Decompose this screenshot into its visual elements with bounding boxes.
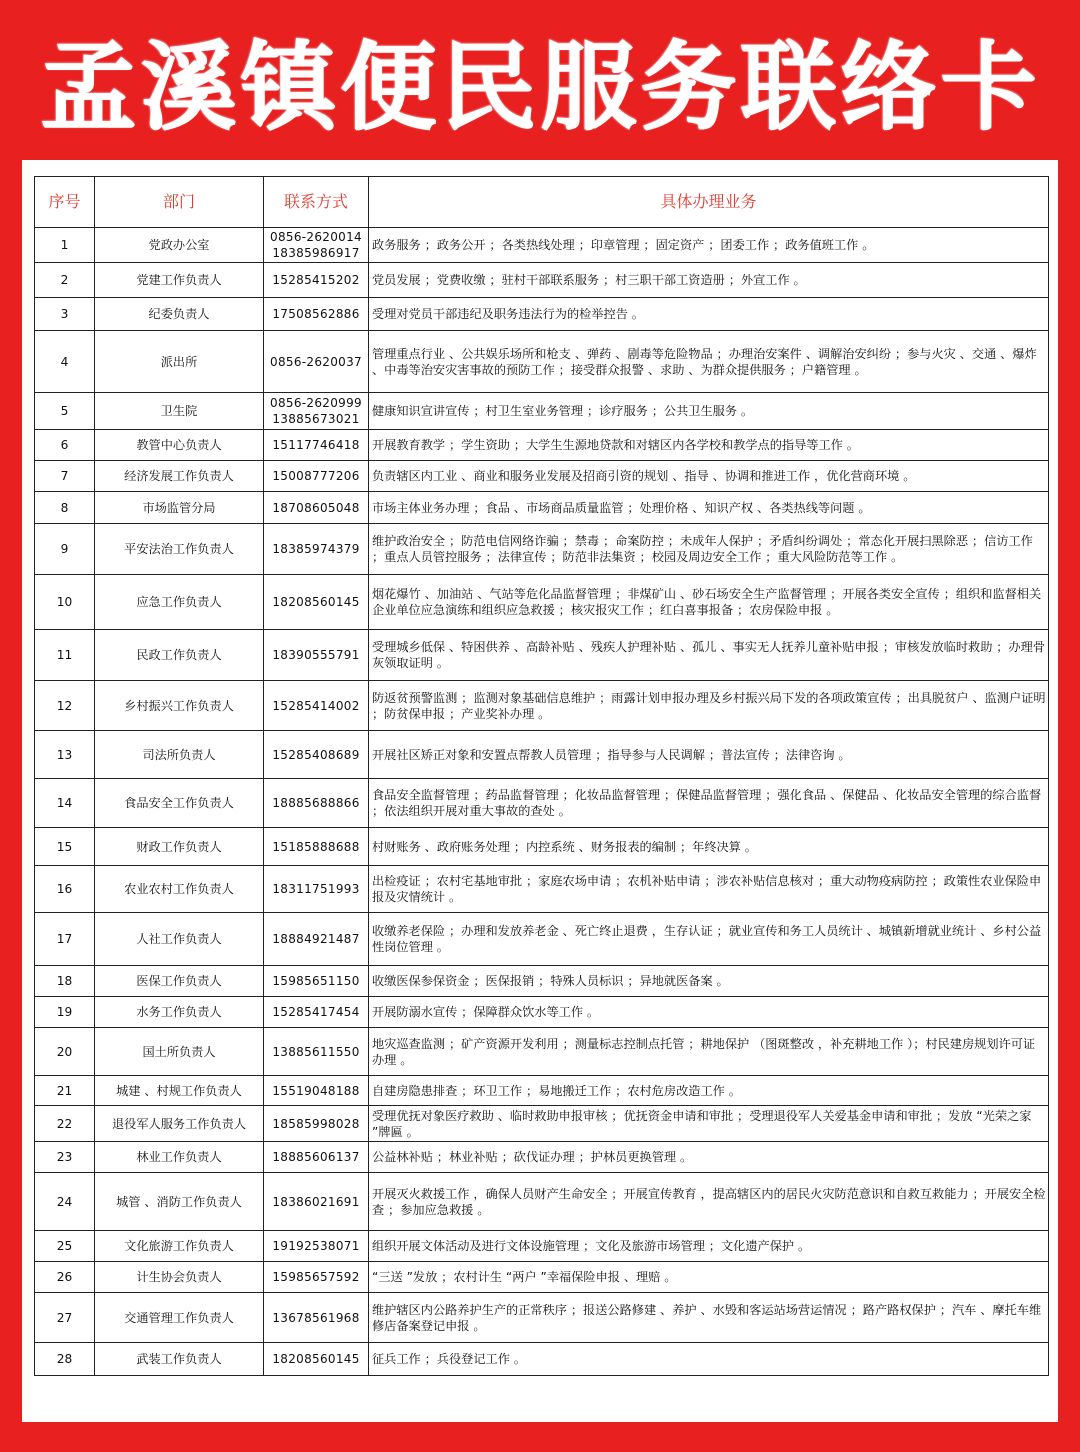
- row-number: 9: [35, 524, 95, 575]
- business-description: 政务服务 ；政务公开 ；各类热线处理 ；印章管理 ；固定资产 ；团委工作 ；政务值班工作 。: [369, 228, 1049, 263]
- department-name: 经济发展工作负责人: [95, 461, 264, 492]
- phone-number[interactable]: 18208560145: [272, 1352, 360, 1366]
- phone-number[interactable]: 19192538071: [272, 1239, 360, 1253]
- row-number: 18: [35, 966, 95, 997]
- header-contact: 联系方式: [264, 177, 369, 228]
- row-number: 21: [35, 1076, 95, 1106]
- table-row: [35, 630, 1049, 681]
- business-description: 党员发展 ；党费收缴 ；驻村干部联系服务 ；村三职干部工资造册 ；外宣工作 。: [369, 263, 1049, 298]
- row-number: 12: [35, 681, 95, 731]
- phone-number[interactable]: 17508562886: [272, 307, 360, 321]
- table-row: [35, 492, 1049, 524]
- row-number: 27: [35, 1293, 95, 1343]
- row-number: 7: [35, 461, 95, 492]
- department-name: 民政工作负责人: [95, 630, 264, 681]
- phone-number[interactable]: 18385974379: [272, 542, 360, 556]
- contact-cell: [264, 1076, 369, 1106]
- department-name: 农业农村工作负责人: [95, 866, 264, 913]
- department-name: 教管中心负责人: [95, 430, 264, 461]
- row-number: 20: [35, 1028, 95, 1076]
- business-description: 受理对党员干部违纪及职务违法行为的检举控告 。: [369, 298, 1049, 331]
- business-description: 市场主体业务办理 ；食品 、市场商品质量监管 ；处理价格 、知识产权 、各类热线等问题 。: [369, 492, 1049, 524]
- contact-cell: [264, 1293, 369, 1343]
- table-row: [35, 298, 1049, 331]
- table-row: [35, 866, 1049, 913]
- phone-number[interactable]: 15985651150: [272, 974, 360, 988]
- row-number: 10: [35, 575, 95, 630]
- contact-cell: [264, 263, 369, 298]
- row-number: 5: [35, 393, 95, 430]
- business-description: 烟花爆竹 、加油站 、气站等危化品监督管理 ；非煤矿山 、砂石场安全生产监督管理 ；开展各类安全宣传 ；组织和监督相关企业单位应急演练和组织应急救援 ；核灾报灾工作 ；红白喜事报备 ；农房保险申报 。: [369, 575, 1049, 630]
- row-number: 11: [35, 630, 95, 681]
- phone-number[interactable]: 0856-2620014: [270, 230, 362, 244]
- phone-number[interactable]: 15008777206: [272, 469, 360, 483]
- row-number: 8: [35, 492, 95, 524]
- table-row: [35, 913, 1049, 966]
- table-row: [35, 1106, 1049, 1142]
- row-number: 15: [35, 828, 95, 866]
- department-name: 林业工作负责人: [95, 1142, 264, 1173]
- business-description: 受理优抚对象医疗救助 、临时救助申报审核 ；优抚资金申请和审批 ；受理退役军人关爱基金申请和审批 ；发放 “光荣之家 ”牌匾 。: [369, 1106, 1049, 1142]
- contact-cell: [264, 1262, 369, 1293]
- table-row: [35, 263, 1049, 298]
- department-name: 财政工作负责人: [95, 828, 264, 866]
- department-name: 市场监管分局: [95, 492, 264, 524]
- department-name: 武装工作负责人: [95, 1343, 264, 1376]
- table-row: [35, 1343, 1049, 1376]
- phone-number[interactable]: 0856-2620037: [270, 354, 362, 369]
- header-dept: 部门: [95, 177, 264, 228]
- phone-number[interactable]: 15285408689: [272, 747, 360, 762]
- contact-cell: [264, 524, 369, 575]
- department-name: 派出所: [95, 331, 264, 393]
- business-description: “三送 ”发放 ；农村计生 “两户 ”幸福保险申报 、理赔 。: [369, 1262, 1049, 1293]
- table-row: [35, 1076, 1049, 1106]
- table-row: [35, 779, 1049, 828]
- department-name: 计生协会负责人: [95, 1262, 264, 1293]
- phone-number[interactable]: 18385986917: [272, 246, 360, 260]
- row-number: 16: [35, 866, 95, 913]
- contact-cell: [264, 228, 369, 263]
- department-name: 国土所负责人: [95, 1028, 264, 1076]
- department-name: 卫生院: [95, 393, 264, 430]
- table-row: [35, 524, 1049, 575]
- contact-cell: [264, 731, 369, 779]
- table-row: [35, 1262, 1049, 1293]
- business-description: 管理重点行业 、公共娱乐场所和枪支 、弹药 、剧毒等危险物品 ；办理治安案件 、调解治安纠纷 ；参与火灾 、交通 、爆炸 、中毒等治安灾害事故的预防工作 ；接受群众报警 、求助 、为群众提供服务 ；户籍管理 。: [369, 331, 1049, 393]
- table-row: [35, 1173, 1049, 1231]
- business-description: 维护辖区内公路养护生产的正常秩序 ；报送公路修建 、养护 、水毁和客运站场营运情况 ；路产路权保护 ；汽车 、摩托车维修店备案登记申报 。: [369, 1293, 1049, 1343]
- phone-number[interactable]: 15285415202: [272, 273, 360, 287]
- contact-cell: [264, 1142, 369, 1173]
- table-row: [35, 681, 1049, 731]
- phone-number[interactable]: 18311751993: [272, 882, 360, 896]
- phone-number[interactable]: 18885688866: [272, 796, 360, 810]
- row-number: 22: [35, 1106, 95, 1142]
- department-name: 司法所负责人: [95, 731, 264, 779]
- department-name: 医保工作负责人: [95, 966, 264, 997]
- business-description: 开展灭火救援工作 ，确保人员财产生命安全 ；开展宣传教育 ，提高辖区内的居民火灾防范意识和自救互救能力 ；开展安全检查 ；参加应急救援 。: [369, 1173, 1049, 1231]
- department-name: 乡村振兴工作负责人: [95, 681, 264, 731]
- header-business: 具体办理业务: [369, 177, 1049, 228]
- phone-number[interactable]: 18708605048: [272, 500, 360, 515]
- page-title: 孟溪镇便民服务联络卡: [40, 31, 1040, 143]
- department-name: 退役军人服务工作负责人: [95, 1106, 264, 1142]
- department-name: 平安法治工作负责人: [95, 524, 264, 575]
- phone-number[interactable]: 15185888688: [272, 839, 360, 854]
- table-row: [35, 1231, 1049, 1262]
- table-row: [35, 461, 1049, 492]
- row-number: 4: [35, 331, 95, 393]
- business-description: 村财账务 、政府账务处理 ；内控系统 、财务报表的编制 ；年终决算 。: [369, 828, 1049, 866]
- row-number: 14: [35, 779, 95, 828]
- phone-number[interactable]: 18386021691: [272, 1194, 360, 1209]
- department-name: 城建 、村规工作负责人: [95, 1076, 264, 1106]
- business-description: 开展社区矫正对象和安置点帮教人员管理 ；指导参与人民调解 ；普法宣传 ；法律咨询 。: [369, 731, 1049, 779]
- business-description: 出检疫证 ；农村宅基地审批 ；家庭农场申请 ；农机补贴申请 ；涉农补贴信息核对 ；重大动物疫病防控 ；政策性农业保险申报及灾情统计 。: [369, 866, 1049, 913]
- business-description: 防返贫预警监测 ；监测对象基础信息维护 ；雨露计划申报办理及乡村振兴局下发的各项政策宣传 ；出具脱贫户 、监测户证明 ；防贫保申报 ；产业奖补办理 。: [369, 681, 1049, 731]
- row-number: 17: [35, 913, 95, 966]
- table-row: [35, 1142, 1049, 1173]
- business-description: 组织开展文体活动及进行文体设施管理 ；文化及旅游市场管理 ；文化遗产保护 。: [369, 1231, 1049, 1262]
- contact-cell: [264, 681, 369, 731]
- row-number: 25: [35, 1231, 95, 1262]
- phone-number[interactable]: 18884921487: [272, 932, 360, 946]
- table-row: [35, 228, 1049, 263]
- contact-cell: [264, 1173, 369, 1231]
- phone-number[interactable]: 15985657592: [272, 1270, 360, 1284]
- row-number: 19: [35, 997, 95, 1028]
- business-description: 征兵工作 ；兵役登记工作 。: [369, 1343, 1049, 1376]
- table-body: [35, 228, 1049, 1376]
- business-description: 公益林补贴 ；林业补贴 ；砍伐证办理 ；护林员更换管理 。: [369, 1142, 1049, 1173]
- contact-cell: [264, 913, 369, 966]
- contact-cell: [264, 298, 369, 331]
- phone-number[interactable]: 13885673021: [272, 412, 360, 426]
- contact-cell: [264, 997, 369, 1028]
- row-number: 23: [35, 1142, 95, 1173]
- phone-number[interactable]: 15519048188: [272, 1083, 360, 1098]
- department-name: 党政办公室: [95, 228, 264, 263]
- row-number: 6: [35, 430, 95, 461]
- phone-number[interactable]: 18208560145: [272, 595, 360, 609]
- department-name: 党建工作负责人: [95, 263, 264, 298]
- department-name: 人社工作负责人: [95, 913, 264, 966]
- business-description: 收缴医保参保资金 ；医保报销 ；特殊人员标识 ；异地就医备案 。: [369, 966, 1049, 997]
- table-row: [35, 731, 1049, 779]
- phone-number[interactable]: 13885611550: [272, 1044, 360, 1059]
- table-row: [35, 1028, 1049, 1076]
- phone-number[interactable]: 15117746418: [272, 438, 360, 452]
- table-header-row: [35, 177, 1049, 228]
- table-row: [35, 1293, 1049, 1343]
- phone-number[interactable]: 18885606137: [272, 1150, 360, 1164]
- contact-cell: [264, 1106, 369, 1142]
- department-name: 纪委负责人: [95, 298, 264, 331]
- row-number: 28: [35, 1343, 95, 1376]
- department-name: 食品安全工作负责人: [95, 779, 264, 828]
- contact-cell: [264, 966, 369, 997]
- table-row: [35, 575, 1049, 630]
- business-description: 食品安全监督管理 ；药品监督管理 ；化妆品监督管理 ；保健品监督管理 ；强化食品 、保健品 、化妆品安全管理的综合监督 ；依法组织开展对重大事故的查处 。: [369, 779, 1049, 828]
- phone-number[interactable]: 18390555791: [272, 648, 360, 662]
- table-row: [35, 966, 1049, 997]
- header-no: 序号: [35, 177, 95, 228]
- row-number: 3: [35, 298, 95, 331]
- phone-number[interactable]: 18585998028: [272, 1116, 360, 1131]
- phone-number[interactable]: 15285417454: [272, 1005, 360, 1019]
- contact-cell: [264, 630, 369, 681]
- contact-cell: [264, 779, 369, 828]
- row-number: 26: [35, 1262, 95, 1293]
- table-row: [35, 997, 1049, 1028]
- department-name: 文化旅游工作负责人: [95, 1231, 264, 1262]
- contact-cell: [264, 331, 369, 393]
- phone-number[interactable]: 0856-2620999: [270, 396, 362, 410]
- contact-cell: [264, 828, 369, 866]
- service-table: [34, 176, 1049, 1376]
- department-name: 应急工作负责人: [95, 575, 264, 630]
- row-number: 2: [35, 263, 95, 298]
- service-card: [22, 160, 1058, 1422]
- contact-cell: [264, 1343, 369, 1376]
- row-number: 1: [35, 228, 95, 263]
- contact-cell: [264, 1231, 369, 1262]
- business-description: 自建房隐患排查 ；环卫工作 ；易地搬迁工作 ；农村危房改造工作 。: [369, 1076, 1049, 1106]
- phone-number[interactable]: 13678561968: [272, 1310, 360, 1325]
- table-row: [35, 393, 1049, 430]
- business-description: 收缴养老保险 ；办理和发放养老金 、死亡终止退费 ，生存认证 ；就业宣传和务工人员统计 、城镇新增就业统计 、乡村公益性岗位管理 。: [369, 913, 1049, 966]
- business-description: 开展防溺水宣传 ；保障群众饮水等工作 。: [369, 997, 1049, 1028]
- business-description: 地灾巡查监测 ；矿产资源开发利用 ；测量标志控制点托管 ；耕地保护 （图斑整改 ，补充耕地工作 ）；村民建房规划许可证办理 。: [369, 1028, 1049, 1076]
- business-description: 开展教育教学 ；学生资助 ；大学生生源地贷款和对辖区内各学校和教学点的指导等工作 。: [369, 430, 1049, 461]
- table-row: [35, 430, 1049, 461]
- business-description: 维护政治安全 ；防范电信网络诈骗 ；禁毒 ；命案防控 ；未成年人保护 ；矛盾纠纷调处 ；常态化开展扫黑除恶 ；信访工作 ；重点人员管控服务 ；法律宣传 ；防范非法集资 ；校园及周边安全工作 ；重大风险防范等工作 。: [369, 524, 1049, 575]
- table-row: [35, 828, 1049, 866]
- business-description: 负责辖区内工业 、商业和服务业发展及招商引资的规划 、指导 、协调和推进工作 ，优化营商环境 。: [369, 461, 1049, 492]
- row-number: 24: [35, 1173, 95, 1231]
- contact-cell: [264, 430, 369, 461]
- department-name: 水务工作负责人: [95, 997, 264, 1028]
- contact-cell: [264, 575, 369, 630]
- phone-number[interactable]: 15285414002: [272, 698, 360, 713]
- row-number: 13: [35, 731, 95, 779]
- contact-cell: [264, 866, 369, 913]
- table-row: [35, 331, 1049, 393]
- business-description: 健康知识宣讲宣传 ；村卫生室业务管理 ；诊疗服务 ；公共卫生服务 。: [369, 393, 1049, 430]
- department-name: 城管 、消防工作负责人: [95, 1173, 264, 1231]
- contact-cell: [264, 461, 369, 492]
- contact-cell: [264, 1028, 369, 1076]
- contact-cell: [264, 492, 369, 524]
- contact-cell: [264, 393, 369, 430]
- business-description: 受理城乡低保 、特困供养 、高龄补贴 、残疾人护理补贴 、孤儿 、事实无人抚养儿童补贴申报 ；审核发放临时救助 ；办理骨灰领取证明 。: [369, 630, 1049, 681]
- department-name: 交通管理工作负责人: [95, 1293, 264, 1343]
